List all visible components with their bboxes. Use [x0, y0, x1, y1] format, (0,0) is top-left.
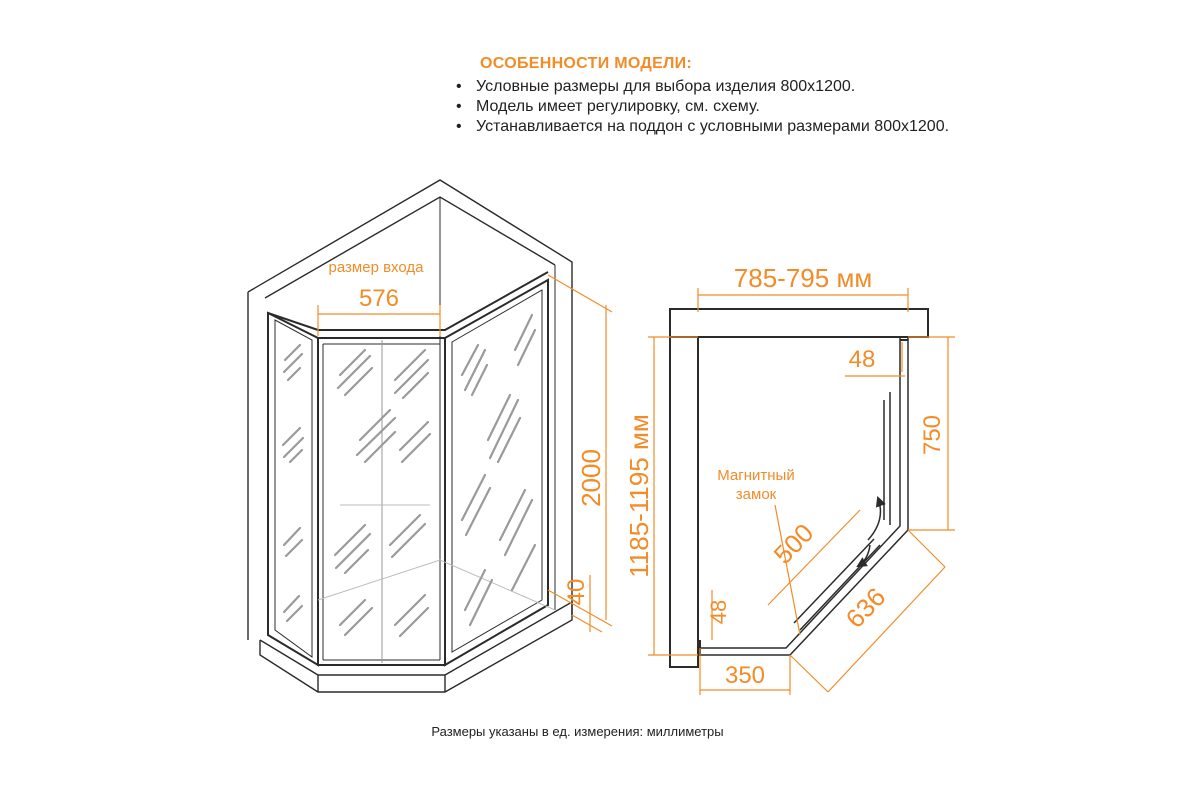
- plan-length-value: 1185-1195 мм: [624, 414, 654, 578]
- tray-height-value: 40: [563, 578, 590, 606]
- profile-bottom-value: 48: [706, 599, 731, 625]
- units-footnote: Размеры указаны в ед. измерения: миллиметры: [431, 724, 724, 739]
- feature-item: • Условные размеры для выбора изделия 800х1200.: [476, 77, 992, 97]
- back-walls: [248, 180, 572, 640]
- entry-width-value: 576: [358, 285, 400, 312]
- shower-tray: [260, 602, 572, 692]
- diagonal-value: 636: [839, 581, 892, 634]
- bottom-length-value: 350: [724, 662, 766, 689]
- entry-label: размер входа: [328, 259, 424, 276]
- feature-item: • Устанавливается на поддон с условными размерами 800х1200.: [476, 117, 992, 137]
- side-length-value: 750: [919, 414, 946, 456]
- door-width-value: 500: [767, 517, 820, 570]
- perspective-dimensions: [318, 275, 612, 632]
- feature-item: • Модель имеет регулировку, см. схему.: [476, 97, 992, 117]
- enclosure-frame: [268, 272, 548, 665]
- glass-pattern: [283, 315, 535, 636]
- magnet-label-line2: замок: [735, 486, 777, 503]
- magnet-label-line1: Магнитный: [717, 467, 795, 484]
- profile-top-value: 48: [848, 346, 876, 373]
- height-value: 2000: [576, 449, 606, 507]
- door-swing-arrow-up: [868, 498, 880, 540]
- features-title: ОСОБЕННОСТИ МОДЕЛИ:: [480, 55, 693, 72]
- perspective-view: [248, 180, 572, 692]
- plan-width-value: 785-795 мм: [733, 263, 873, 293]
